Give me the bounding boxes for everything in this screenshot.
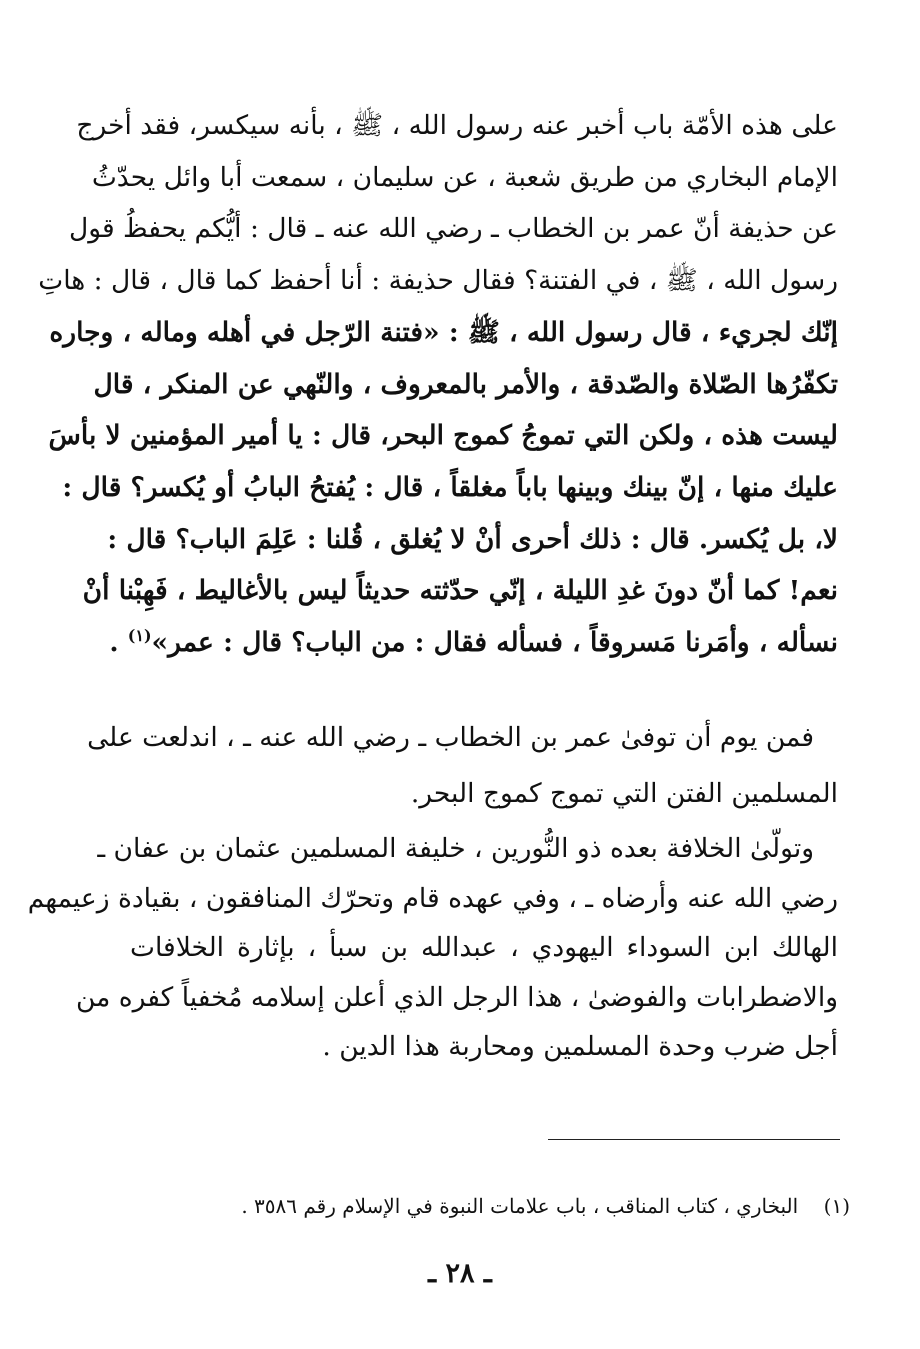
text-line: نعم! كما أنّ دونَ غدِ الليلة ، إنّي حدّثته حديثاً ليس بالأغاليط ، فَهِبْنا أنْ <box>82 575 838 607</box>
paragraph-fitan <box>87 710 838 822</box>
paragraph-hadith <box>38 100 838 669</box>
text-line: والاضطرابات والفوضىٰ ، هذا الرجل الذي أعلن إسلامه مُخفياً كفره من <box>75 981 838 1013</box>
footnote-text: البخاري ، كتاب المناقب ، باب علامات النبوة في الإسلام رقم ٣٥٨٦ . <box>241 1194 799 1218</box>
text-line: وتولّىٰ الخلافة بعده ذو النُّورين ، خليفة المسلمين عثمان بن عفان ـ <box>97 833 814 864</box>
text-line: رضي الله عنه وأرضاه ـ ، وفي عهده قام وتحرّك المنافقون ، بقيادة زعيمهم <box>27 882 838 914</box>
footnote-reference[interactable]: (١) <box>127 626 152 646</box>
text-line: الهالك ابن السوداء اليهودي ، عبدالله بن سبأ ، بإثارة الخلافات <box>130 932 838 963</box>
footnote-separator <box>548 1139 840 1140</box>
page-number: ـ ٢٨ ـ <box>428 1258 492 1289</box>
text-line: فمن يوم أن توفىٰ عمر بن الخطاب ـ رضي الله عنه ـ ، اندلعت على <box>87 722 814 753</box>
paragraph-uthman <box>27 824 838 1072</box>
text-line: عليك منها ، إنّ بينك وبينها باباً مغلقاً ، قال : يُفتحُ البابُ أو يُكسر؟ قال : <box>62 471 838 503</box>
footnote <box>130 1192 850 1220</box>
text-line: المسلمين الفتن التي تموج كموج البحر. <box>410 778 838 809</box>
footnote-marker: (١) <box>823 1194 850 1218</box>
text-line: ليست هذه ، ولكن التي تموجُ كموج البحر، قال : يا أمير المؤمنين لا بأسَ <box>48 420 838 452</box>
text-line-last <box>109 617 838 669</box>
text-line: تكفّرُها الصّلاة والصّدقة ، والأمر بالمعروف ، والنّهي عن المنكر ، قال <box>93 368 838 400</box>
text-line-content: نسأله ، وأمَرنا مَسروقاً ، فسأله فقال : من الباب؟ قال : عمر» <box>151 627 838 659</box>
text-line: رسول الله ، ﷺ ، في الفتنة؟ فقال حذيفة : أنا أحفظ كما قال ، قال : هاتِ <box>38 265 838 297</box>
text-line: لا، بل يُكسر. قال : ذلك أحرى أنْ لا يُغلق ، قُلنا : عَلِمَ الباب؟ قال : <box>107 523 838 555</box>
text-line: عن حذيفة أنّ عمر بن الخطاب ـ رضي الله عنه ـ قال : أيُّكم يحفظُ قول <box>69 213 838 245</box>
text-line: على هذه الأمّة باب أخبر عنه رسول الله ، ﷺ ، بأنه سيكسر، فقد أخرج <box>76 110 838 141</box>
text-line: إنّك لجريء ، قال رسول الله ، ﷺ : «فتنة الرّجل في أهله وماله ، وجاره <box>49 316 838 348</box>
sentence-end-period: . <box>109 627 119 659</box>
text-line: أجل ضرب وحدة المسلمين ومحاربة هذا الدين . <box>322 1031 838 1062</box>
text-line: الإمام البخاري من طريق شعبة ، عن سليمان ، سمعت أبا وائل يحدّثُ <box>91 161 838 193</box>
